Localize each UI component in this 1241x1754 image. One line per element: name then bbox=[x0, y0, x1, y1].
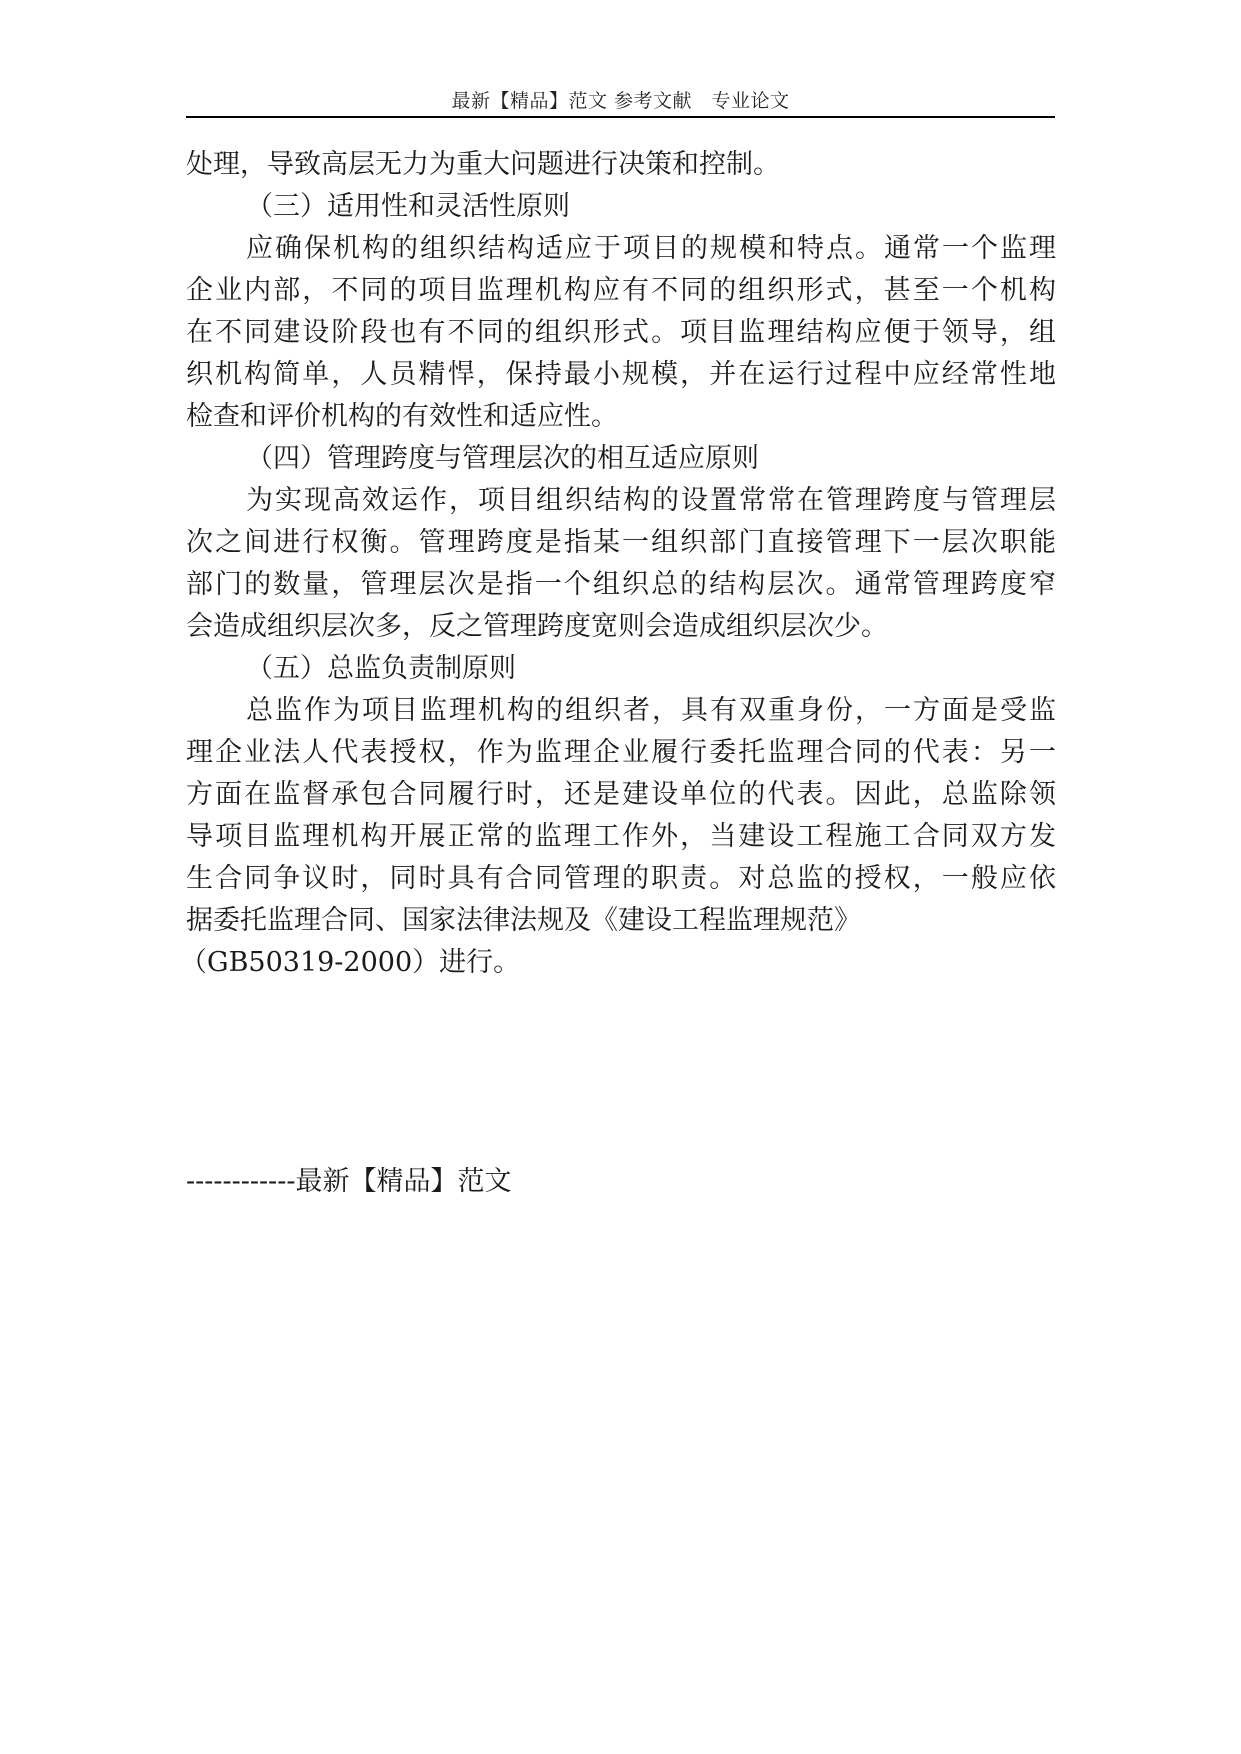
section-heading-3: （三）适用性和灵活性原则 bbox=[246, 191, 570, 222]
body-line: 织机构简单，人员精悍，保持最小规模，并在运行过程中应经常性地 bbox=[186, 359, 1056, 390]
section-heading-4: （四）管理跨度与管理层次的相互适应原则 bbox=[246, 443, 759, 474]
body-line: 据委托监理合同、国家法律法规及《建设工程监理规范》 bbox=[186, 905, 861, 936]
body-line: （GB50319-2000）进行。 bbox=[180, 947, 521, 978]
body-line: 检查和评价机构的有效性和适应性。 bbox=[186, 401, 618, 432]
body-line: 在不同建设阶段也有不同的组织形式。项目监理结构应便于领导，组 bbox=[186, 317, 1056, 348]
section-heading-5: （五）总监负责制原则 bbox=[246, 653, 516, 684]
body-line: 为实现高效运作，项目组织结构的设置常常在管理跨度与管理层 bbox=[246, 485, 1056, 516]
body-line: 应确保机构的组织结构适应于项目的规模和特点。通常一个监理 bbox=[246, 233, 1056, 264]
body-line: 方面在监督承包合同履行时，还是建设单位的代表。因此，总监除领 bbox=[186, 779, 1056, 810]
body-line: 次之间进行权衡。管理跨度是指某一组织部门直接管理下一层次职能 bbox=[186, 527, 1056, 558]
body-line: 导项目监理机构开展正常的监理工作外，当建设工程施工合同双方发 bbox=[186, 821, 1056, 852]
body-line: 总监作为项目监理机构的组织者，具有双重身份，一方面是受监 bbox=[246, 695, 1056, 726]
body-line: 部门的数量，管理层次是指一个组织总的结构层次。通常管理跨度窄 bbox=[186, 569, 1056, 600]
body-line: 理企业法人代表授权，作为监理企业履行委托监理合同的代表：另一 bbox=[186, 737, 1056, 768]
body-line: 会造成组织层次多，反之管理跨度宽则会造成组织层次少。 bbox=[186, 611, 888, 642]
body-line: 企业内部，不同的项目监理机构应有不同的组织形式，甚至一个机构 bbox=[186, 275, 1056, 306]
header-divider bbox=[186, 116, 1055, 118]
footer-text: ------------最新【精品】范文 bbox=[186, 1166, 512, 1197]
page-header: 最新【精品】范文 参考文献 专业论文 bbox=[451, 90, 790, 112]
body-line: 生合同争议时，同时具有合同管理的职责。对总监的授权，一般应依 bbox=[186, 863, 1056, 894]
body-line: 处理，导致高层无力为重大问题进行决策和控制。 bbox=[186, 149, 780, 180]
